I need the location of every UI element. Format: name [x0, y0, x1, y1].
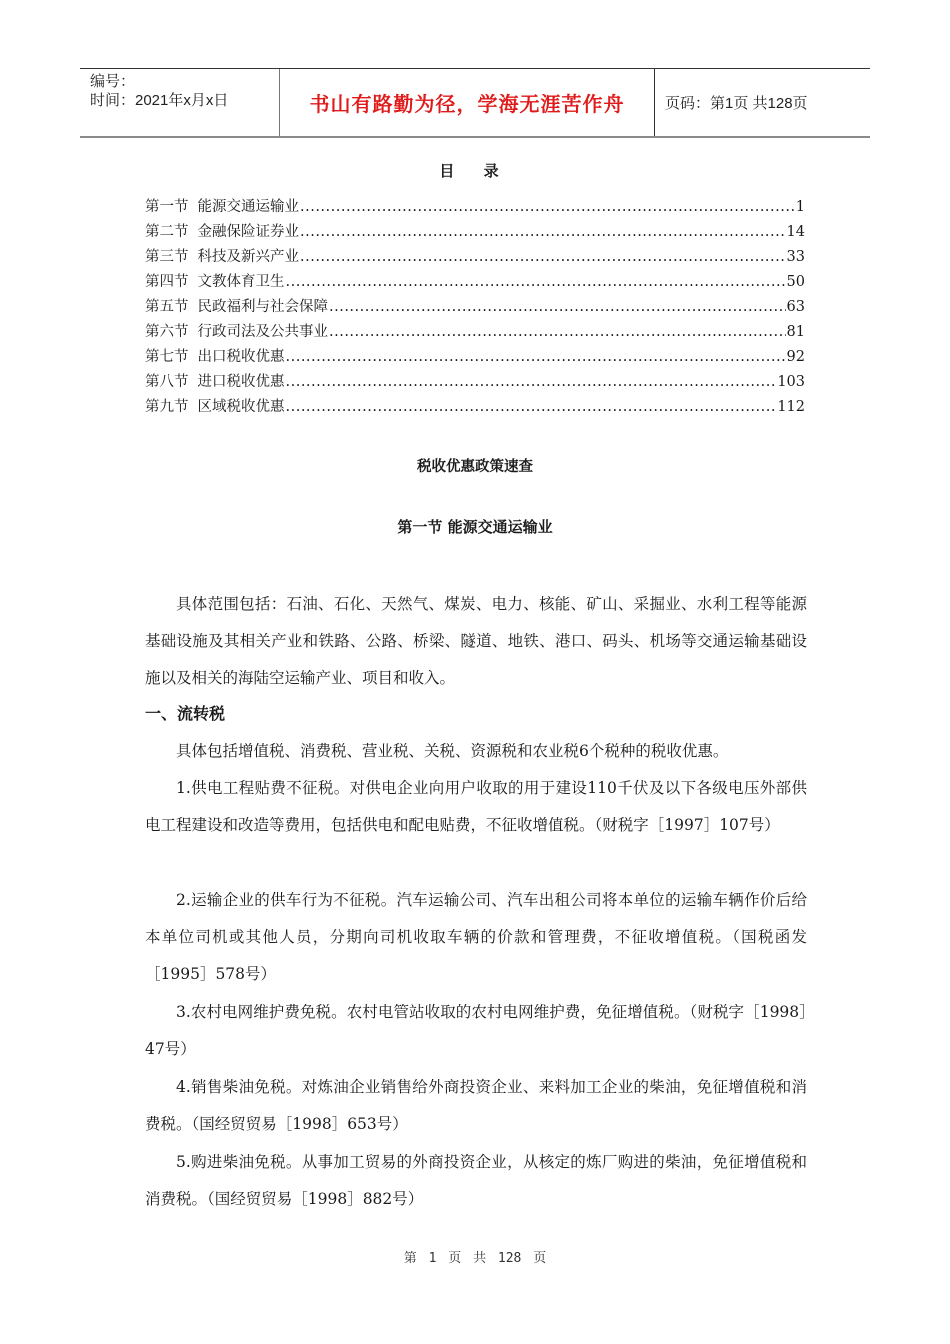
toc-section-number: 第一节 [145, 199, 189, 215]
toc-section-name: 进口税收优惠 [197, 374, 285, 390]
toc-section-number: 第六节 [145, 324, 189, 340]
toc-section-name: 科技及新兴产业 [197, 249, 299, 265]
toc-leader-dots [300, 245, 786, 270]
toc-section-number: 第二节 [145, 224, 189, 240]
toc-page-number: 103 [777, 374, 805, 390]
toc-entry[interactable] [145, 270, 805, 295]
toc-page-number: 63 [786, 299, 805, 315]
toc-section-name: 出口税收优惠 [197, 349, 285, 365]
toc-section-number: 第五节 [145, 299, 189, 315]
page-header-table [80, 68, 870, 138]
toc-entry[interactable] [145, 320, 805, 345]
toc-entry[interactable] [145, 295, 805, 320]
number-label: 编号： [90, 73, 136, 90]
toc-entry[interactable] [145, 245, 805, 270]
policy-item-2: 2.运输企业的供车行为不征税。汽车运输公司、汽车出租公司将本单位的运输车辆作价后给本单位司机或其他人员，分期向司机收取车辆的价款和管理费，不征收增值税。（国税函发［1995］578号） [145, 891, 807, 983]
toc-leader-dots [300, 195, 795, 220]
toc-entry[interactable] [145, 345, 805, 370]
header-meta-cell [80, 69, 280, 136]
document-title: 税收优惠政策速查 [417, 459, 533, 475]
toc-page-number: 112 [777, 399, 805, 415]
toc-leader-dots [300, 220, 786, 245]
toc-section-number: 第三节 [145, 249, 189, 265]
toc-section-number: 第八节 [145, 374, 189, 390]
header-page-info: 页码：第1页 共128页 [665, 95, 808, 112]
toc-leader-dots [286, 270, 786, 295]
toc-leader-dots [286, 395, 777, 420]
policy-item-4: 4.销售柴油免税。对炼油企业销售给外商投资企业、来料加工企业的柴油，免征增值税和消费税。（国经贸贸易［1998］653号） [145, 1078, 807, 1133]
toc-page-number: 92 [786, 349, 805, 365]
toc-section-name: 行政司法及公共事业 [197, 324, 328, 340]
policy-item-3: 3.农村电网维护费免税。农村电管站收取的农村电网维护费，免征增值税。（财税字［1998］47号） [145, 1003, 807, 1058]
table-of-contents [145, 195, 805, 420]
heading-turnover-tax: 一、流转税 [145, 704, 226, 723]
toc-section-name: 文教体育卫生 [197, 274, 285, 290]
toc-page-number: 1 [795, 199, 805, 215]
toc-entry[interactable] [145, 220, 805, 245]
toc-section-name: 民政福利与社会保障 [197, 299, 328, 315]
toc-leader-dots [286, 370, 777, 395]
toc-section-number: 第四节 [145, 274, 189, 290]
toc-page-number: 81 [786, 324, 805, 340]
toc-entry[interactable] [145, 395, 805, 420]
toc-entry[interactable] [145, 195, 805, 220]
policy-item-5: 5.购进柴油免税。从事加工贸易的外商投资企业，从核定的炼厂购进的柴油，免征增值税和消费税。（国经贸贸易［1998］882号） [145, 1153, 807, 1208]
toc-title: 目 录 [439, 162, 511, 180]
policy-item-1: 1.供电工程贴费不征税。对供电企业向用户收取的用于建设110千伏及以下各级电压外部供电工程建设和改造等费用，包括供电和配电贴费，不征收增值税。（财税字［1997］107号） [145, 779, 807, 834]
toc-section-name: 金融保险证券业 [197, 224, 299, 240]
toc-section-number: 第七节 [145, 349, 189, 365]
toc-leader-dots [329, 320, 786, 345]
toc-entry[interactable] [145, 370, 805, 395]
section-title: 第一节 能源交通运输业 [397, 518, 553, 536]
toc-page-number: 50 [786, 274, 805, 290]
header-motto: 书山有路勤为径，学海无涯苦作舟 [280, 69, 655, 136]
toc-leader-dots [329, 295, 786, 320]
scope-paragraph: 具体范围包括：石油、石化、天然气、煤炭、电力、核能、矿山、采掘业、水利工程等能源基础设施及其相关产业和铁路、公路、桥梁、隧道、地铁、港口、码头、机场等交通运输基础设施以及相关的海陆空运输产业、项目和收入。 [145, 595, 807, 687]
intro-paragraph: 具体包括增值税、消费税、营业税、关税、资源税和农业税6个税种的税收优惠。 [176, 742, 729, 760]
toc-section-number: 第九节 [145, 399, 189, 415]
toc-leader-dots [286, 345, 786, 370]
toc-section-name: 能源交通运输业 [197, 199, 299, 215]
page-footer: 第 1 页 共 128 页 [403, 1251, 547, 1266]
toc-section-name: 区域税收优惠 [197, 399, 285, 415]
time-label: 时间：2021年x月x日 [90, 92, 229, 109]
toc-page-number: 33 [786, 249, 805, 265]
toc-page-number: 14 [786, 224, 805, 240]
